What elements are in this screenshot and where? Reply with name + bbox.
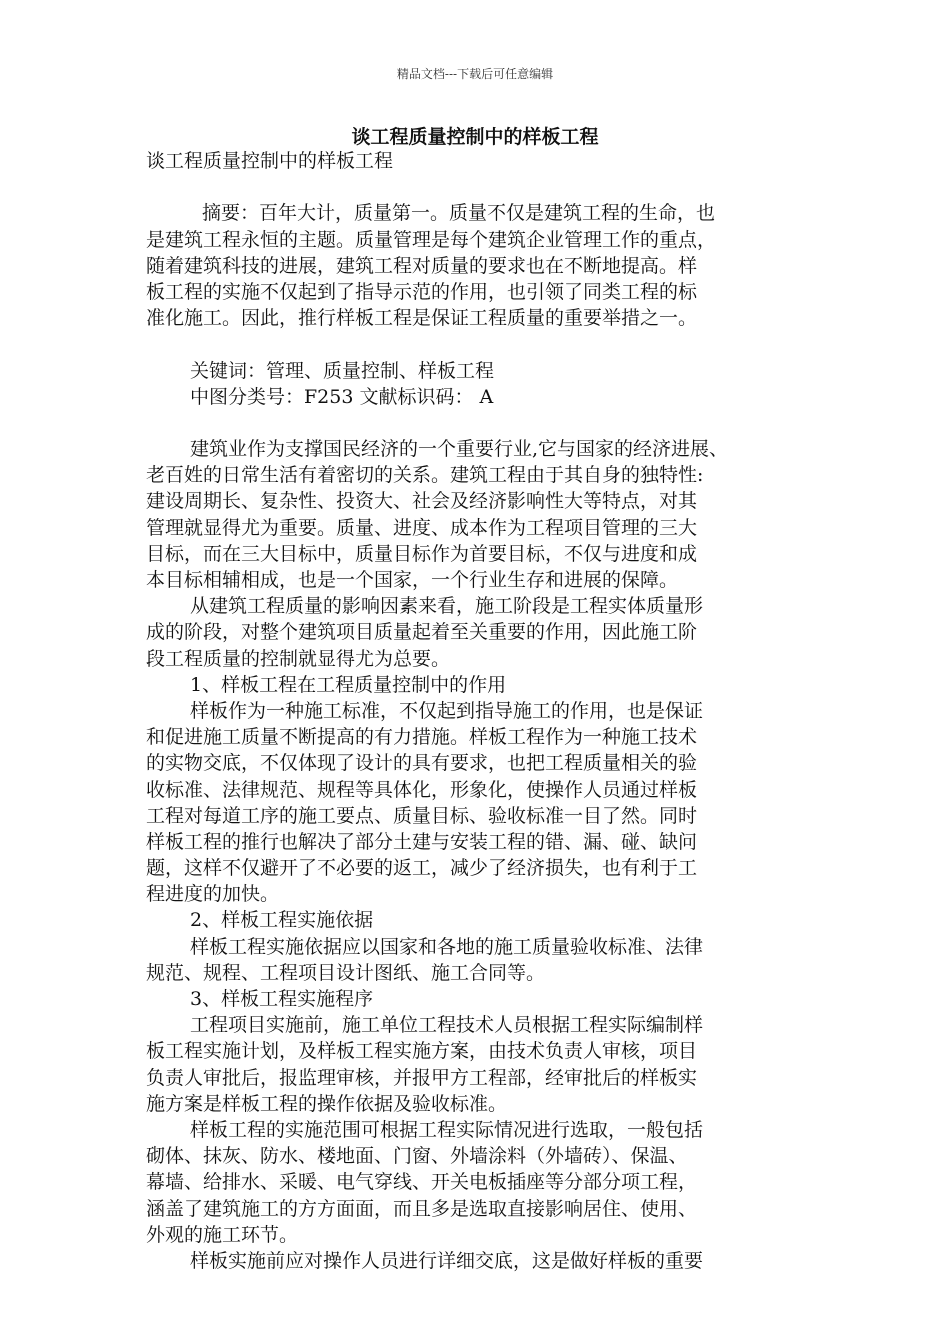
paragraph-line: 从建筑工程质量的影响因素来看，施工阶段是工程实体质量形 (190, 595, 704, 618)
paragraph-line: 施方案是样板工程的操作依据及验收标准。 (146, 1092, 508, 1115)
paragraph (146, 1248, 810, 1274)
paragraph (146, 698, 810, 908)
paragraph-line: 砌体、抹灰、防水、楼地面、门窗、外墙涂料（外墙砖）、保温、 (146, 1145, 688, 1168)
paragraph (146, 1117, 810, 1248)
paragraph-line: 程进度的加快。 (146, 883, 280, 906)
paragraph (146, 1012, 810, 1117)
paragraph-line: 2、样板工程实施依据 (190, 909, 374, 932)
paragraph-line: 段工程质量的控制就显得尤为总要。 (146, 647, 451, 670)
abstract-line: 随着建筑科技的进展，建筑工程对质量的要求也在不断地提高。样 (146, 254, 698, 277)
paragraph (146, 934, 810, 986)
paragraph-line: 3、样板工程实施程序 (190, 988, 374, 1010)
paragraph-line: 建设周期长、复杂性、投资大、社会及经济影响性大等特点，对其 (146, 490, 698, 513)
paragraph-line: 样板实施前应对操作人员进行详细交底，这是做好样板的重要 (190, 1249, 704, 1272)
classification-line: 中图分类号：F253 文献标识码： A (190, 385, 494, 408)
paragraph-line: 老百姓的日常生活有着密切的关系。建筑工程由于其自身的独特性: (146, 464, 704, 487)
paragraph-line: 工程对每道工序的施工要点、质量目标、验收标准一目了然。同时 (146, 804, 698, 827)
paragraph-line: 板工程实施计划，及样板工程实施方案，由技术负责人审核，项目 (146, 1040, 698, 1063)
paragraph-line: 涵盖了建筑施工的方方面面，而且多是选取直接影响居住、使用、 (146, 1197, 698, 1220)
paragraph (146, 672, 810, 698)
paragraph (146, 986, 810, 1012)
abstract-line: 摘要：百年大计，质量第一。质量不仅是建筑工程的生命，也 (202, 202, 716, 225)
paragraph-line: 负责人审批后，报监理审核，并报甲方工程部，经审批后的样板实 (146, 1066, 698, 1089)
paragraph-line: 1、样板工程在工程质量控制中的作用 (190, 673, 507, 696)
document-subtitle: 谈工程质量控制中的样板工程 (146, 150, 394, 172)
paragraph-line: 目标，而在三大目标中，质量目标作为首要目标，不仅与进度和成 (146, 542, 698, 565)
paragraph-line: 样板作为一种施工标准，不仅起到指导施工的作用，也是保证 (190, 699, 704, 722)
paragraph-line: 成的阶段，对整个建筑项目质量起着至关重要的作用，因此施工阶 (146, 621, 698, 644)
paragraph-line: 收标准、法律规范、规程等具体化，形象化，使操作人员通过样板 (146, 778, 698, 801)
paragraph (146, 907, 810, 933)
paragraph-line: 本目标相辅相成，也是一个国家，一个行业生存和进展的保障。 (146, 569, 679, 591)
paragraph (146, 436, 810, 593)
abstract-line: 是建筑工程永恒的主题。质量管理是每个建筑企业管理工作的重点， (146, 228, 717, 251)
paragraph-line: 样板工程实施依据应以国家和各地的施工质量验收标准、法律 (190, 935, 704, 958)
paragraph-line: 外观的施工环节。 (146, 1223, 299, 1246)
document-body (146, 148, 810, 1274)
paragraph-line: 和促进施工质量不断提高的有力措施。样板工程作为一种施工技术 (146, 726, 698, 749)
spacer (146, 410, 810, 436)
paragraph-line: 的实物交底，不仅体现了设计的具有要求，也把工程质量相关的验 (146, 752, 698, 775)
spacer (146, 331, 810, 357)
abstract-paragraph (146, 200, 810, 331)
body-paragraphs (146, 436, 810, 1274)
paragraph-line: 样板工程的推行也解决了部分土建与安装工程的错、漏、碰、缺问 (146, 830, 698, 853)
keywords-line: 关键词：管理、质量控制、样板工程 (190, 359, 495, 382)
abstract-line: 准化施工。因此，推行样板工程是保证工程质量的重要举措之一。 (146, 307, 698, 330)
spacer (146, 174, 810, 200)
paragraph (146, 593, 810, 672)
document-title: 谈工程质量控制中的样板工程 (351, 126, 599, 148)
paragraph-line: 建筑业作为支撑国民经济的一个重要行业,它与国家的经济进展、 (190, 438, 729, 461)
page-header: 精品文档---下载后可任意编辑 (396, 67, 554, 81)
paragraph-line: 幕墙、给排水、采暖、电气穿线、开关电板插座等分部分项工程， (146, 1171, 698, 1194)
paragraph-line: 管理就显得尤为重要。质量、进度、成本作为工程项目管理的三大 (146, 516, 698, 539)
abstract-line: 板工程的实施不仅起到了指导示范的作用，也引领了同类工程的标 (146, 280, 698, 303)
paragraph-line: 工程项目实施前，施工单位工程技术人员根据工程实际编制样 (190, 1014, 704, 1037)
paragraph-line: 样板工程的实施范围可根据工程实际情况进行选取，一般包括 (190, 1118, 704, 1141)
paragraph-line: 题，这样不仅避开了不必要的返工，减少了经济损失，也有利于工 (146, 857, 698, 880)
paragraph-line: 规范、规程、工程项目设计图纸、施工合同等。 (146, 961, 546, 984)
